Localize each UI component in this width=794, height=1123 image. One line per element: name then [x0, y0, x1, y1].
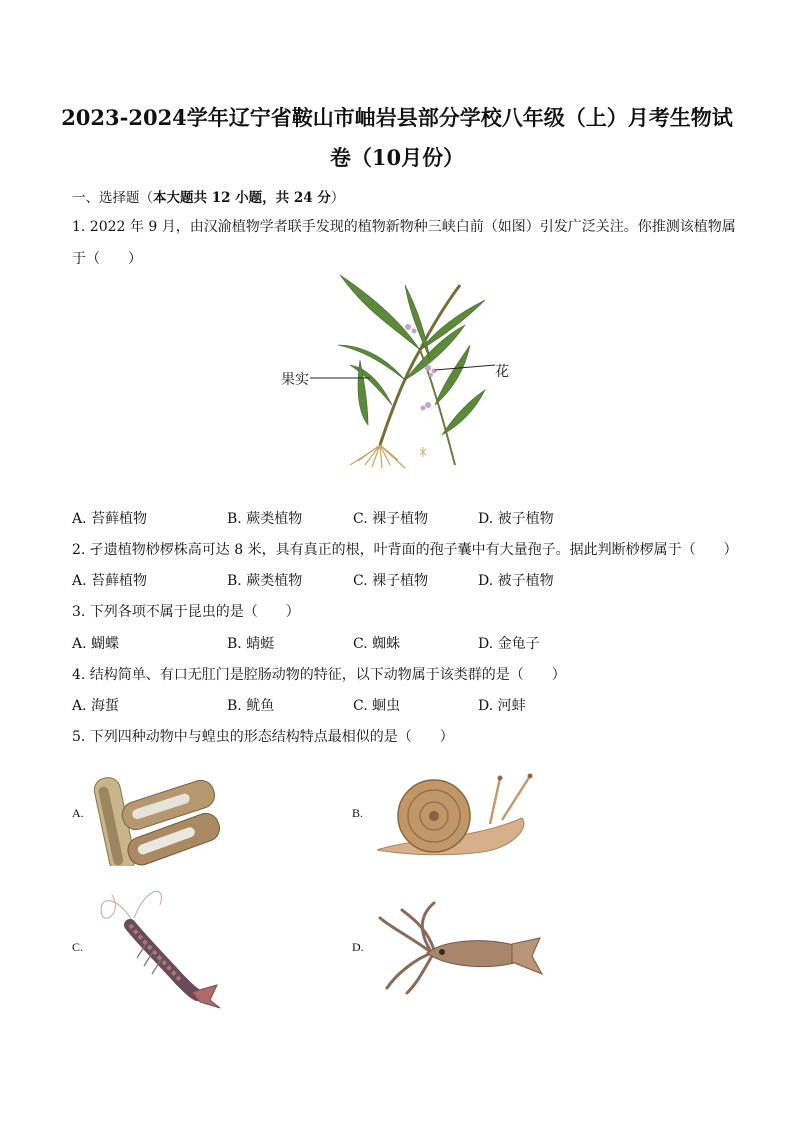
section-heading	[72, 186, 344, 206]
root-icon	[350, 445, 405, 468]
q1-options	[72, 508, 732, 528]
q2-option-a[interactable]: A. 苔藓植物	[72, 573, 148, 589]
q3-options	[72, 633, 732, 653]
q1-option-d[interactable]: D. 被子植物	[478, 511, 554, 527]
snail-icon	[372, 768, 537, 858]
section-suffix: ）	[330, 190, 345, 206]
q3-option-c[interactable]: C. 蜘蛛	[353, 636, 401, 652]
q4-option-b[interactable]: B. 鱿鱼	[227, 698, 275, 714]
q1-option-a[interactable]: A. 苔藓植物	[72, 511, 148, 527]
q3-option-b[interactable]: B. 蜻蜓	[227, 636, 275, 652]
q2-option-b[interactable]: B. 蕨类植物	[227, 573, 303, 589]
q2-options	[72, 570, 732, 590]
q3-text: 3. 下列各项不属于昆虫的是（ ）	[72, 604, 300, 620]
q4-option-d[interactable]: D. 河蚌	[478, 698, 526, 714]
q4-option-a[interactable]: A. 海蜇	[72, 698, 120, 714]
q1-text-line2: 于（ ）	[72, 251, 142, 267]
shrimp-icon	[92, 880, 227, 1015]
q5-text: 5. 下列四种动物中与蝗虫的形态结构特点最相似的是（ ）	[72, 729, 454, 745]
q5-letter-a[interactable]: A.	[72, 806, 84, 820]
q1-text-line1: 1. 2022 年 9 月，由汉渝植物学者联手发现的植物新物种三峡白前（如图）引发广泛关注。你推测该植物属	[72, 219, 736, 235]
q4-options	[72, 695, 732, 715]
section-bold: 本大题共 12 小题，共 24 分	[153, 190, 331, 206]
section-prefix: 一、选择题（	[72, 190, 153, 206]
q1-option-c[interactable]: C. 裸子植物	[353, 511, 429, 527]
exam-title-line1: 2023-2024学年辽宁省鞍山市岫岩县部分学校八年级（上）月考生物试	[61, 105, 733, 130]
q3-option-d[interactable]: D. 金龟子	[478, 636, 540, 652]
q4-option-c[interactable]: C. 蛔虫	[353, 698, 401, 714]
q2-text: 2. 孑遗植物桫椤株高可达 8 米，具有真正的根，叶背面的孢子囊中有大量孢子。据此判断桫椤属于（ ）	[72, 542, 738, 558]
squid-icon	[372, 898, 547, 998]
q5-letter-d[interactable]: D.	[352, 940, 364, 954]
q1-option-b[interactable]: B. 蕨类植物	[227, 511, 303, 527]
exam-title-line2: 卷（10月份）	[329, 145, 465, 170]
leaf-icon	[338, 275, 485, 435]
q5-letter-c[interactable]: C.	[72, 940, 84, 954]
q2-option-d[interactable]: D. 被子植物	[478, 573, 554, 589]
q2-option-c[interactable]: C. 裸子植物	[353, 573, 429, 589]
q4-text: 4. 结构简单、有口无肛门是腔肠动物的特征，以下动物属于该类群的是（ ）	[72, 667, 566, 683]
label-flower: 花	[495, 364, 509, 380]
q3-option-a[interactable]: A. 蝴蝶	[72, 636, 120, 652]
q5-letter-b[interactable]: B.	[352, 806, 364, 820]
razor-clam-icon	[92, 758, 222, 866]
label-fruit: 果实	[281, 372, 309, 388]
